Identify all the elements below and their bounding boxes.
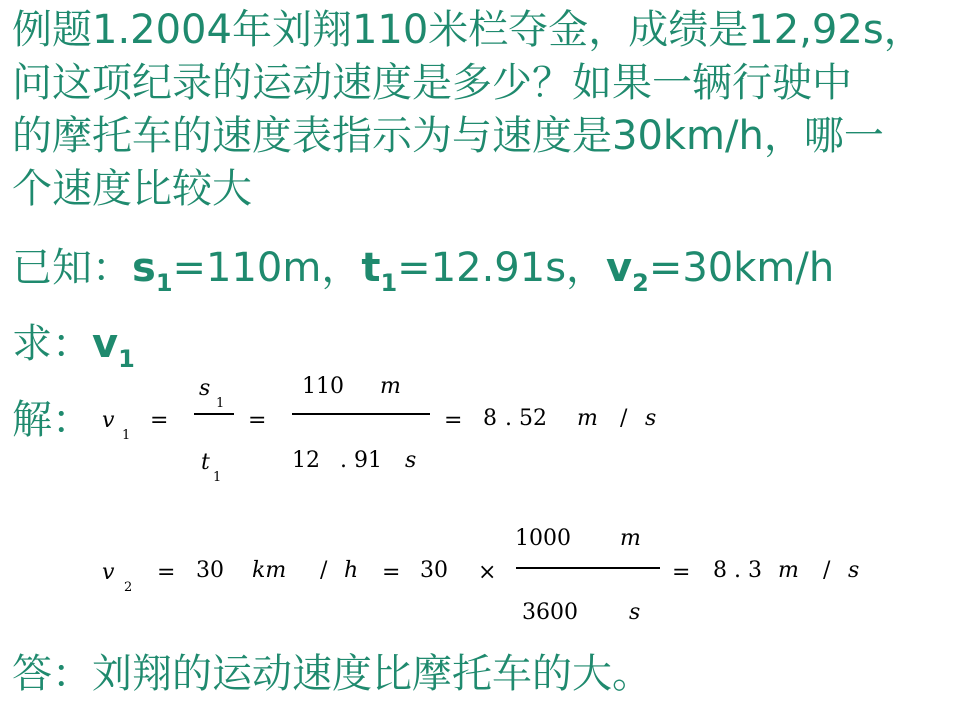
known-s-value: =110m， (172, 245, 362, 291)
eq2-times: × (478, 560, 497, 585)
eq2-unit-h: h (344, 558, 359, 583)
eq1-num-s-sub: 1 (216, 396, 225, 411)
eq1-den-b: . 91 (340, 448, 382, 473)
known-v-subscript: 2 (632, 269, 649, 297)
eq1-den-a: 12 (292, 448, 320, 473)
eq2-equals-c: = (672, 560, 691, 585)
known-s-subscript: 1 (155, 269, 173, 297)
eq2-slash-b: / (823, 558, 831, 583)
eq2-den-value: 3600 (522, 600, 578, 625)
eq2-value: 30 (196, 558, 224, 583)
eq1-result-a: 8 (483, 406, 497, 431)
problem-line-4: 个速度比较大 (12, 166, 252, 212)
eq2-lhs-v: v (102, 560, 115, 585)
eq2-result-a: 8 (713, 558, 727, 583)
ask-symbol: v (92, 321, 119, 367)
eq2-equals-b: = (382, 560, 401, 585)
ask-prefix: 求： (12, 321, 92, 367)
eq1-num-value: 110 (302, 374, 344, 399)
known-prefix: 已知： (12, 245, 132, 291)
eq2-equals-a: = (157, 560, 176, 585)
eq2-slash-a: / (320, 558, 328, 583)
known-t-symbol: t (361, 245, 381, 291)
known-v-value: =30km/h (648, 245, 835, 291)
problem-line-3: 的摩托车的速度表指示为与速度是30km/h，哪一 (12, 113, 884, 159)
eq2-num-unit: m (620, 526, 641, 551)
eq1-unit-s: s (645, 406, 657, 431)
eq1-den-t-sub: 1 (213, 470, 222, 485)
known-t-value: =12.91s， (397, 245, 607, 291)
eq2-result-b: . 3 (734, 558, 762, 583)
eq2-num-value: 1000 (515, 526, 571, 551)
problem-line-1: 例题1.2004年刘翔110米栏夺金，成绩是12,92s， (12, 7, 924, 53)
ask-subscript: 1 (118, 345, 135, 373)
known-v-symbol: v (606, 245, 633, 291)
eq2-den-unit: s (629, 600, 641, 625)
eq2-unit-km: km (252, 558, 287, 583)
eq1-slash: / (620, 406, 628, 431)
eq1-den-t: t (201, 450, 210, 475)
eq2-lhs-sub: 2 (124, 580, 133, 595)
eq1-den-unit: s (405, 448, 417, 473)
eq1-num-s: s (199, 376, 211, 401)
eq2-unit-s: s (848, 558, 860, 583)
eq1-num-unit: m (380, 374, 401, 399)
eq1-lhs-sub: 1 (122, 428, 131, 443)
eq1-unit-m: m (577, 406, 598, 431)
problem-line-2: 问这项纪录的运动速度是多少？如果一辆行驶中 (12, 60, 852, 106)
eq2-value-2: 30 (420, 558, 448, 583)
eq1-equals-a: = (150, 408, 169, 433)
eq1-equals-c: = (444, 408, 463, 433)
known-s-symbol: s (132, 245, 156, 291)
eq2-unit-m: m (778, 558, 799, 583)
solution-label: 解： (12, 397, 92, 443)
eq2-fraction-bar (516, 567, 660, 569)
eq1-result-b: . 52 (505, 406, 547, 431)
eq1-equals-b: = (248, 408, 267, 433)
answer-line: 答：刘翔的运动速度比摩托车的大。 (12, 651, 652, 697)
eq1-lhs-v: v (102, 408, 115, 433)
known-t-subscript: 1 (380, 269, 398, 297)
